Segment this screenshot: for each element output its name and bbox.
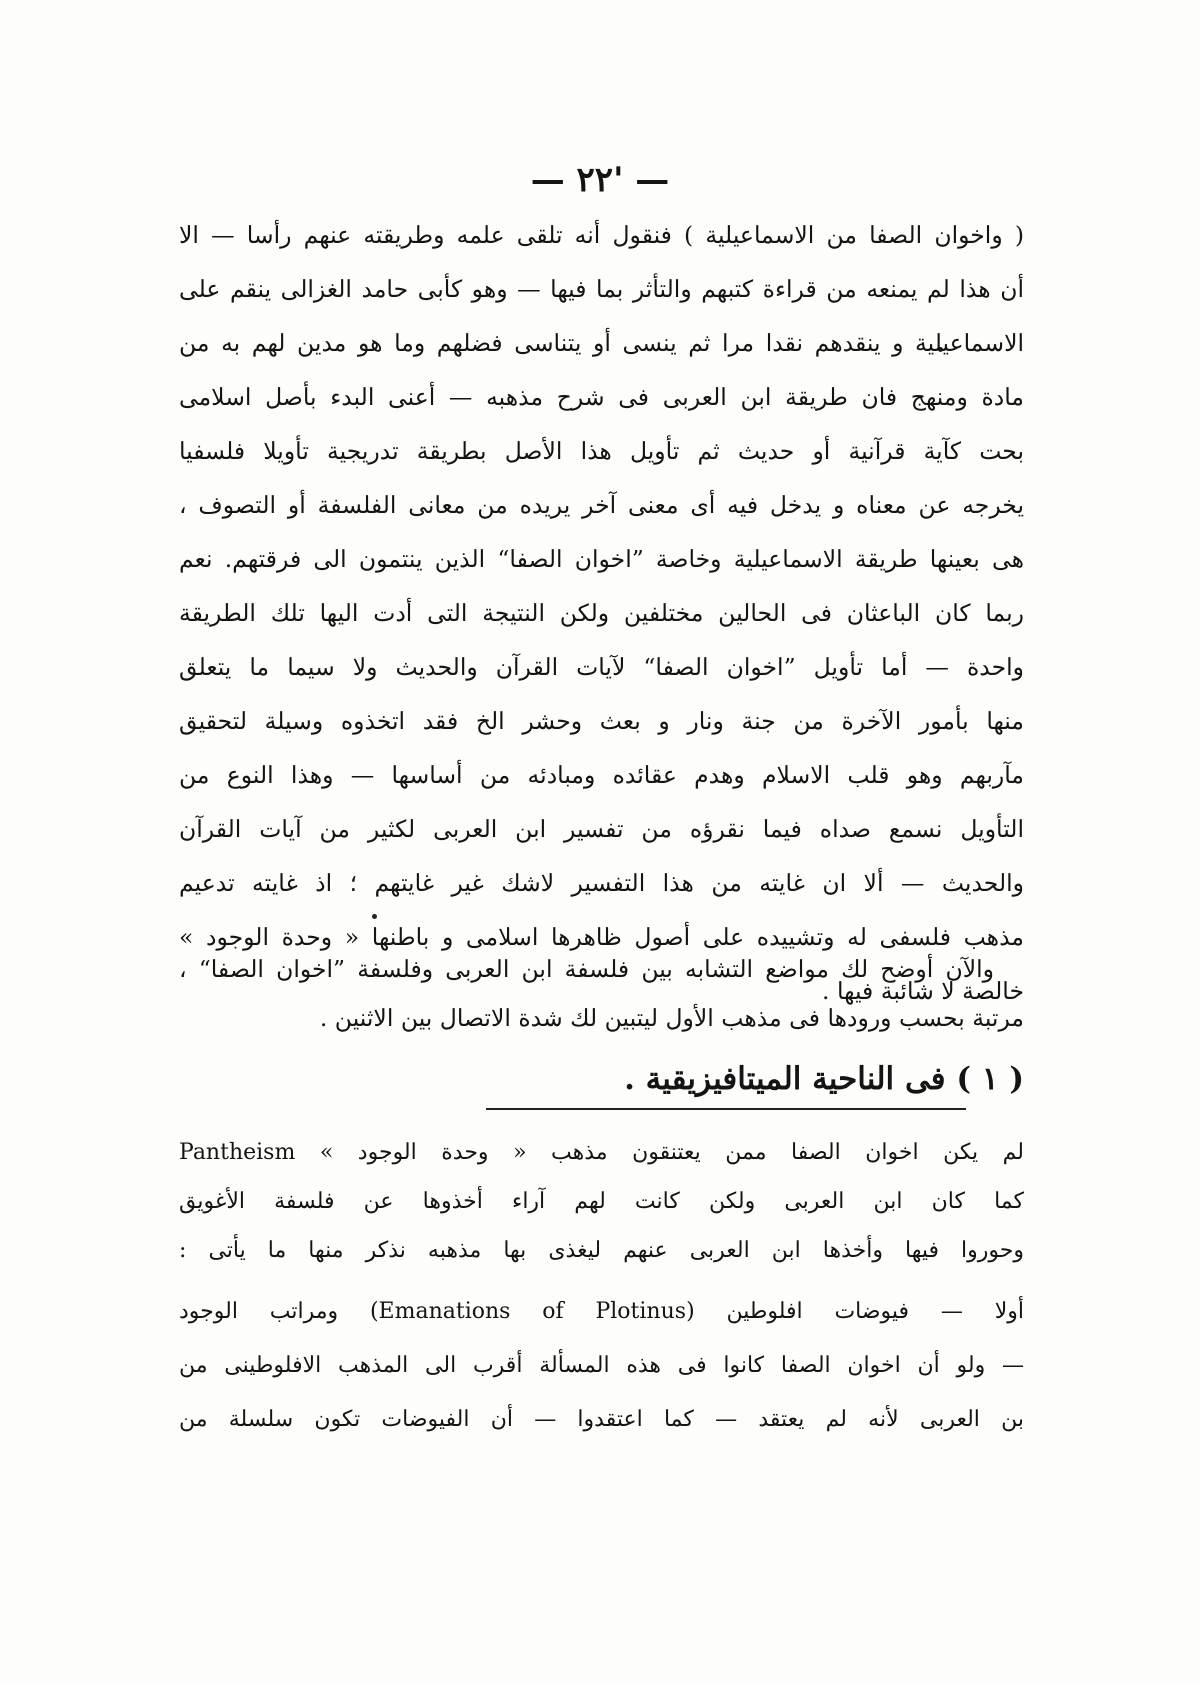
- text-line: والآن أوضح لك مواضع التشابه بين فلسفة ابن العربى وفلسفة ”اخوان الصفا“ ،: [179, 955, 994, 983]
- heading-underline: [486, 1108, 966, 1110]
- text-line: — ولو أن اخوان الصفا كانوا فى هذه المسألة أقرب الى المذهب الافلوطينى من: [179, 1353, 1024, 1378]
- text-line: بحت كآية قرآنية أو حديث ثم تأويل هذا الأصل بطريقة تدريجية تأويلا فلسفيا: [179, 437, 1024, 465]
- text-line: مرتبة بحسب ورودها فى مذهب الأول ليتبين لك شدة الاتصال بين الاثنين .: [319, 1004, 1024, 1032]
- text-line: بن العربى لأنه لم يعتقد — كما اعتقدوا — أن الفيوضات تكون سلسلة من: [179, 1407, 1024, 1432]
- text-line: خالصة لا شائبة فيها .: [822, 977, 1024, 1005]
- text-line: التأويل نسمع صداه فيما نقرؤه من تفسير ابن العربى لكثير من آيات القرآن: [179, 815, 1024, 843]
- page-number: — ٢٢' —: [530, 160, 670, 200]
- section-heading: ( ١ ) فى الناحية الميتافيزيقية .: [624, 1061, 1024, 1097]
- body-paragraph-2: [179, 945, 1024, 1043]
- text-line: وحوروا فيها وأخذها ابن العربى عنهم ليغذى بها مذهبه نذكر منها ما يأتى :: [179, 1238, 1024, 1263]
- text-line: أن هذا لم يمنعه من قراءة كتبهم والتأثر بما فيها — وهو كأبى حامد الغزالى ينقم على: [179, 275, 1024, 303]
- text-line: ربما كان الباعثان فى الحالين مختلفين ولكن النتيجة التى أدت اليها تلك الطريقة: [179, 599, 1024, 627]
- text-line: هى بعينها طريقة الاسماعيلية وخاصة ”اخوان الصفا“ الذين ينتمون الى فرقتهم. نعم: [179, 545, 1024, 573]
- body-paragraph-1: [179, 208, 1024, 1018]
- text-line: مذهب فلسفى له وتشييده على أصول ظاهرها اسلامى و باطنها « وحدة الوجود »: [179, 923, 1024, 951]
- text-line: مآربهم وهو قلب الاسلام وهدم عقائده ومبادئه من أساسها — وهذا النوع من: [179, 761, 1024, 789]
- text-line: الاسماعيلية و ينقدهم نقدا مرا ثم ينسى أو يتناسى فضلهم وما هو مدين لهم به من: [179, 329, 1024, 357]
- text-line: والحديث — ألا ان غايته من هذا التفسير لاشك غير غايتهم ؛ اذ غايته تدعيم: [179, 869, 1024, 897]
- text-line: منها بأمور الآخرة من جنة ونار و بعث وحشر الخ فقد اتخذوه وسيلة لتحقيق: [179, 707, 1024, 735]
- text-line: يخرجه عن معناه و يدخل فيه أى معنى آخر يريده من معانى الفلسفة أو التصوف ،: [179, 491, 1024, 519]
- text-line: مادة ومنهج فان طريقة ابن العربى فى شرح مذهبه — أعنى البدء بأصل اسلامى: [179, 383, 1024, 411]
- text-line: لم يكن اخوان الصفا ممن يعتنقون مذهب « وحدة الوجود » Pantheism: [179, 1140, 1024, 1165]
- text-line: واحدة — أما تأويل ”اخوان الصفا“ لآيات القرآن والحديث ولا سيما ما يتعلق: [179, 653, 1024, 681]
- body-paragraph-3: [179, 1128, 1024, 1275]
- body-paragraph-4: [179, 1285, 1024, 1447]
- text-line: أولا — فيوضات افلوطين (Emanations of Plotinus) ومراتب الوجود: [179, 1299, 1024, 1324]
- text-line: ( واخوان الصفا من الاسماعيلية ) فنقول أنه تلقى علمه وطريقته عنهم رأسا — الا: [179, 221, 1024, 249]
- text-line: كما كان ابن العربى ولكن كانت لهم آراء أخذوها عن فلسفة الأغويق: [179, 1189, 1024, 1214]
